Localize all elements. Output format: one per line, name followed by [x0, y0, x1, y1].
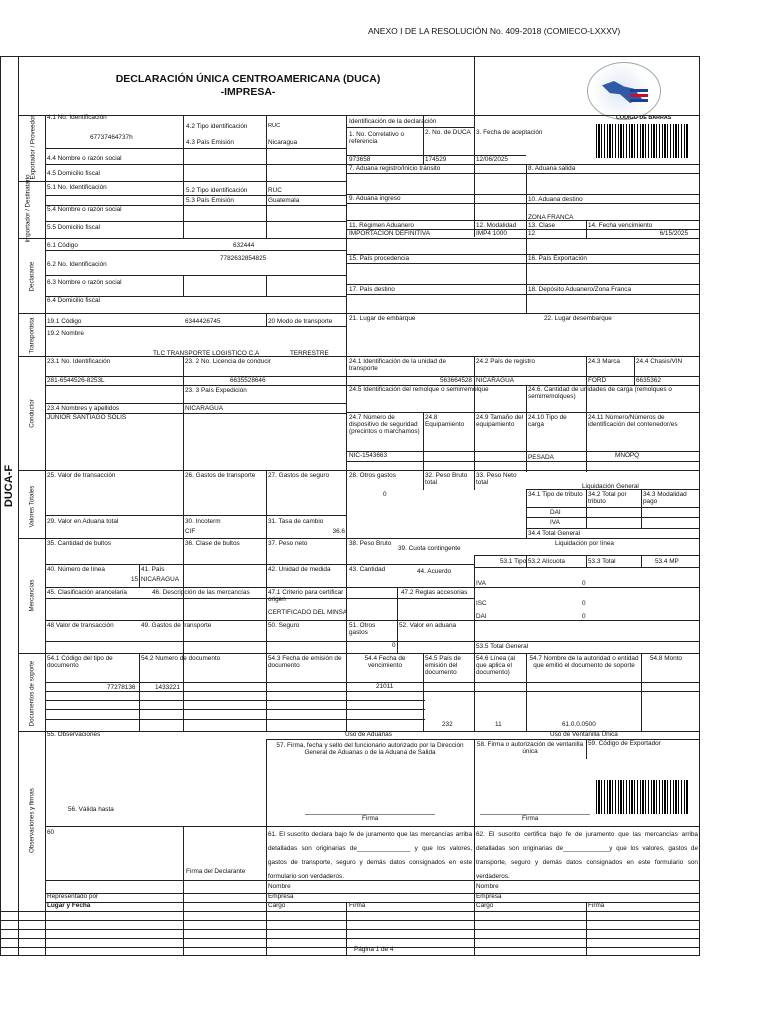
- nombre-ventanilla: Nombre: [476, 883, 499, 890]
- value-54-3: 21011: [376, 683, 394, 690]
- label-44: 44. Acuerdo: [417, 568, 452, 575]
- liquidacion-linea: Liquidación por línea: [555, 540, 614, 547]
- firma-declarante: Firma del Declarante: [186, 868, 246, 875]
- label-14: 14. Fecha vencimiento: [588, 222, 653, 229]
- label-39: 39. Cuota contingente: [398, 545, 461, 552]
- label-53-3: 53.3 Total: [588, 558, 616, 565]
- label-11: 11. Régimen Aduanero: [349, 222, 414, 229]
- label-48: 48 Valor de transacción: [47, 622, 114, 629]
- label-42: 42. Unidad de medida: [268, 566, 331, 573]
- value-10: ZONA FRANCA: [528, 214, 574, 221]
- liq-iva-value: 0: [582, 580, 586, 587]
- value-12: IMP4 1000: [476, 230, 507, 237]
- value-4-3: Nicaragua: [268, 139, 298, 146]
- value-24-4: 6635362: [636, 377, 661, 384]
- section-importador: Importador / Destinatario: [24, 174, 32, 243]
- label-13: 13. Clase: [528, 222, 555, 229]
- label-28: 28. Otros gastos: [349, 472, 396, 479]
- section-mercancias: Mercancías: [28, 579, 36, 612]
- empresa-ventanilla: Empresa: [476, 893, 502, 900]
- label-25: 25. Valor de transacción: [47, 472, 116, 479]
- section-declarante: Declarante: [28, 261, 36, 292]
- label-1: Identificación de la declaración: [349, 118, 437, 125]
- label-5-3: 5.3 País Emisión: [186, 197, 234, 204]
- value-13: 12: [528, 230, 536, 237]
- value-19-1: 6344426745: [185, 318, 221, 325]
- value-6-1: 632444: [233, 242, 255, 249]
- label-49: 49. Gastos de transporte: [141, 622, 212, 629]
- label-50: 50. Seguro: [268, 622, 300, 629]
- label-20: 20 Modo de transporte: [268, 318, 333, 325]
- document-title: DECLARACIÓN ÚNICA CENTROAMERICANA (DUCA): [115, 73, 381, 85]
- label-34-2: 34.2 Total por tributo: [588, 491, 627, 505]
- page-number: Página 1 de 4: [354, 946, 394, 953]
- label-53-1: 53.1 Tipo: [500, 558, 527, 565]
- label-53-5: 53.5 Total General: [476, 643, 529, 650]
- label-23-1: 23.1 No. Identificación: [47, 358, 111, 365]
- label-24-7: 24.7 Número de dispositivo de seguridad (precintos o marchamos): [349, 414, 420, 435]
- section-observaciones: Observaciones y firmas: [28, 788, 36, 853]
- label-36: 36. Clase de bultos: [185, 540, 240, 547]
- label-1-1: 1. No. Correlativo o referencia: [349, 131, 405, 145]
- label-24-6: 24.6. Cantidad de unidades de carga (remolques o semirremolques): [528, 386, 672, 400]
- value-52: 0: [392, 642, 396, 649]
- label-24-1: 24.1 Identificación de la unidad de transporte: [349, 358, 446, 372]
- label-26: 26. Gastos de transporte: [185, 472, 256, 479]
- label-8: 8. Aduana salida: [528, 165, 576, 172]
- annex-title: ANEXO I DE LA RESOLUCIÓN No. 409-2018 (COMIECO-LXXXV): [368, 26, 621, 36]
- value-54-6: 11: [495, 721, 502, 728]
- liquidacion-general: Liquidación General: [582, 483, 639, 490]
- label-24-5: 24.5 Identificación del remolque o semirremolque: [349, 386, 489, 393]
- label-24-4: 24.4 Chasis/VIN: [636, 358, 683, 365]
- label-6-2: 6.2 No. Identificación: [47, 261, 107, 268]
- label-30: 30. Incoterm: [185, 518, 221, 525]
- value-6-2: 7782632854825: [220, 255, 267, 262]
- label-35: 35. Cantidad de bultos: [47, 540, 111, 547]
- tax-isc-label: ISC: [476, 600, 487, 607]
- label-5-4: 5.4 Nombre o razón social: [47, 206, 122, 213]
- value-47-1: CERTIFICADO DEL MINSA: [268, 609, 348, 616]
- liq-isc-value: 0: [582, 600, 586, 607]
- label-22: 22. Lugar desembarque: [544, 315, 612, 322]
- value-24-10: PESADA: [528, 454, 554, 461]
- label-10: 10. Aduana destino: [528, 196, 583, 203]
- value-4-1: 67737464737h: [90, 134, 133, 141]
- label-4-4: 4.4 Nombre o razón social: [47, 155, 122, 162]
- label-52: 52. Valor en aduana: [399, 622, 457, 629]
- value-28: 0: [383, 491, 387, 498]
- empresa-aduana: Empresa: [268, 893, 294, 900]
- label-38: 38. Peso Bruto: [349, 540, 392, 547]
- value-4-2: RUC: [268, 123, 281, 129]
- value-3: 12/06/2025: [476, 156, 508, 163]
- label-23-2: 23. 2 No. Licencia de conducir: [185, 358, 271, 365]
- label-29: 29. Valor en Aduana total: [47, 518, 119, 525]
- label-12: 12. Modalidad: [476, 222, 517, 229]
- label-37: 37. Peso neto: [268, 540, 308, 547]
- label-15: 15. País procedencia: [349, 255, 410, 262]
- label-5-5: 5.5 Domicilio fiscal: [47, 224, 100, 231]
- label-54-2: 54.2 Numero de documento: [141, 655, 221, 662]
- label-4-1: 4.1 No. Identificación: [47, 114, 107, 121]
- firma-ventanilla: Firma: [522, 815, 539, 822]
- label-34-4: 34.4 Total General: [528, 530, 581, 537]
- value-40: 15: [131, 576, 139, 583]
- label-32: 32. Peso Bruto total: [425, 472, 468, 486]
- label-4-5: 4.5 Domicilio fiscal: [47, 170, 100, 177]
- value-20: TERRESTRE: [290, 350, 329, 357]
- label-54-8: 54.8 Monto: [650, 655, 682, 662]
- cargo-aduana: Cargo: [268, 902, 286, 909]
- value-24-1: 563664528: [440, 377, 472, 384]
- firma-ventanilla-2: Firma: [588, 902, 605, 909]
- label-5-1: 5.1 No. Identificación: [47, 184, 107, 191]
- label-4-3: 4.3 País Emisión: [186, 139, 234, 146]
- label-19-2: 19.2 Nombre: [47, 330, 84, 337]
- label-24-11: 24.11 Número/Números de identificación del contenedor/es: [588, 414, 678, 428]
- uso-aduanas: Uso de Aduanas: [345, 731, 392, 738]
- value-14: 6/15/2025: [659, 230, 688, 237]
- value-11: IMPORTACION DEFINITIVA: [349, 230, 430, 237]
- label-5-2: 5.2 Tipo identificación: [186, 187, 248, 194]
- cargo-ventanilla: Cargo: [476, 902, 494, 909]
- value-23-1: 281-6544526-8253L: [47, 377, 105, 384]
- label-46: 46. Descripción de las mercancías: [152, 589, 250, 596]
- value-19-2: TLC TRANSPORTE LOGISTICO C.A: [153, 350, 260, 357]
- label-34-3: 34.3 Modalidad pago: [643, 491, 687, 505]
- value-54-7: 61.0.0.0500: [562, 721, 596, 728]
- value-24-7: NIC-1543663: [349, 452, 388, 459]
- label-18: 18. Depósito Aduanero/Zona Franca: [528, 286, 632, 293]
- liq-dai-value: 0: [582, 613, 586, 620]
- label-61: 61. El suscrito declara bajo fe de juramento que las mercancías arriba detalladas son originarias de_______________ y que los valores, gastos de transporte, seguro y demás datos consignados en este formulario son verdaderos.: [268, 831, 472, 880]
- label-51: 51. Otros gastos: [349, 622, 376, 636]
- label-53-4: 53.4 MP: [655, 558, 679, 565]
- value-24-11: MNOPQ: [615, 452, 640, 459]
- label-17: 17. País destino: [349, 286, 395, 293]
- form-code: DUCA-F: [3, 464, 15, 508]
- label-21: 21. Lugar de embarque: [349, 315, 416, 322]
- tax-dai-label: DAI: [476, 613, 487, 620]
- label-41: 41. País: [141, 566, 165, 573]
- value-23-2: 6635528646: [230, 377, 266, 384]
- label-31: 31. Tasa de cambio: [268, 518, 324, 525]
- label-59: 59. Código de Exportador: [588, 740, 661, 747]
- uso-ventanilla: Uso de Ventanilla Única: [550, 731, 618, 738]
- tax-iva: IVA: [550, 519, 560, 526]
- comieco-logo: [587, 62, 661, 120]
- label-4-2: 4.2 Tipo identificación: [186, 123, 248, 130]
- section-exportador: Exportador / Proveedor: [29, 115, 37, 180]
- label-6-1: 6.1 Código: [47, 242, 78, 249]
- label-24-9: 24.9 Tamaño del equipamiento: [476, 414, 524, 428]
- barcode-top: [596, 124, 688, 158]
- label-58: 58. Firma o autorización de ventanilla única: [476, 741, 584, 755]
- section-documentos: Documentos de soporte: [28, 660, 36, 727]
- section-valores: Valores Totales: [28, 485, 36, 528]
- tax-dai: DAI: [550, 509, 561, 516]
- label-7: 7. Aduana registro/Inicio tránsito: [349, 165, 441, 172]
- label-33: 33. Peso Neto total: [476, 472, 517, 486]
- label-24-8: 24.8 Equipamiento: [425, 414, 465, 428]
- lugar-fecha: Lugar y Fecha: [47, 902, 91, 909]
- label-27: 27. Gastos de seguro: [268, 472, 330, 479]
- label-9: 9. Aduana ingreso: [349, 195, 401, 202]
- label-16: 16. País Exportación: [528, 255, 587, 262]
- label-45: 45. Clasificación arancelaria: [47, 589, 127, 596]
- label-43: 43. Cantidad: [349, 566, 386, 573]
- label-54-4: 54.4 Fecha de vencimiento: [364, 655, 406, 669]
- value-30: CIF: [185, 528, 196, 535]
- label-47-2: 47.2 Reglas accesorias: [401, 589, 468, 596]
- value-41: NICARAGUA: [141, 576, 179, 583]
- label-54-1: 54.1 Código del tipo de documento: [47, 655, 113, 669]
- label-3: 3. Fecha de aceptación: [476, 129, 543, 136]
- section-transportista: Transportista: [28, 317, 36, 354]
- nombre-aduana: Nombre: [268, 883, 291, 890]
- label-23-4: 23.4 Nombres y apellidos: [47, 405, 120, 412]
- value-54-1: 77278136: [107, 684, 136, 691]
- value-23-4: JUNIOR SANTIAGO SOLIS: [47, 414, 127, 421]
- value-54-2: 1433221: [155, 684, 180, 691]
- label-55: 55. Observaciones: [47, 731, 101, 738]
- label-19-1: 19.1 Código: [47, 318, 82, 325]
- label-40: 40. Número de línea: [47, 566, 105, 573]
- label-54-7: 54.7 Nombre de la autoridad o entidad que emitió el documento de soporte: [529, 655, 639, 669]
- label-54-3: 54.3 Fecha de emisión de documento: [268, 655, 342, 669]
- label-57: 57. Firma, fecha y sello del funcionario autorizado por la Dirección General de Aduanas o de la Aduana de Salida: [276, 742, 464, 756]
- label-2: 2. No. de DUCA: [425, 129, 471, 136]
- label-54-5: 54.5 País de emisión del documento: [425, 655, 461, 676]
- firma-aduana-2: Firma: [349, 902, 366, 909]
- value-1-1: 973658: [349, 156, 371, 163]
- value-5-2: RUC: [268, 187, 282, 194]
- label-47-1: 47.1 Criterio para certificar origen: [268, 589, 344, 603]
- label-24-2: 24.2 País de registro: [476, 358, 535, 365]
- label-62: 62. El suscrito certifica bajo fe de juramento que las mercancías arriba detalladas son originarias de_____________y que los valores, gastos de transporte, seguro y demás datos consignados en este formulario son verdaderos.: [476, 831, 698, 880]
- label-6-3: 6.3 Nombre o razón social: [47, 279, 122, 286]
- barcode-exporter: [596, 780, 688, 814]
- label-23-3: 23. 3 País Expedición: [185, 387, 247, 394]
- value-5-3: Guatemala: [268, 197, 300, 204]
- label-6-4: 6.4 Domicilio fiscal: [47, 297, 100, 304]
- label-24-3: 24.3 Marca: [588, 358, 620, 365]
- label-24-10: 24.10 Tipo de carga: [528, 414, 567, 428]
- value-24-3: FORD: [588, 377, 607, 384]
- value-23-3: NICARAGUA: [185, 405, 223, 412]
- value-24-2: NICARAGUA: [476, 377, 514, 384]
- firma-aduana: Firma: [362, 815, 379, 822]
- value-31: 36.6: [332, 528, 345, 535]
- tax-iva-label: IVA: [476, 580, 486, 587]
- label-34-1: 34.1 Tipo de tributo: [528, 491, 583, 498]
- representado-por: Representado por: [47, 893, 99, 900]
- section-conductor: Conductor: [28, 399, 36, 428]
- value-2: 174529: [425, 156, 447, 163]
- document-subtitle: -IMPRESA-: [220, 86, 276, 98]
- label-56: 56. Válida hasta: [68, 806, 114, 813]
- barcode-label: CODIGO DE BARRAS: [616, 115, 672, 121]
- label-54-6: 54.6 Línea (al que aplica el documento): [476, 655, 516, 676]
- label-53-2: 53.2 Alícuota: [528, 558, 565, 565]
- value-54-5: 232: [442, 721, 453, 728]
- label-60: 60: [47, 829, 55, 836]
